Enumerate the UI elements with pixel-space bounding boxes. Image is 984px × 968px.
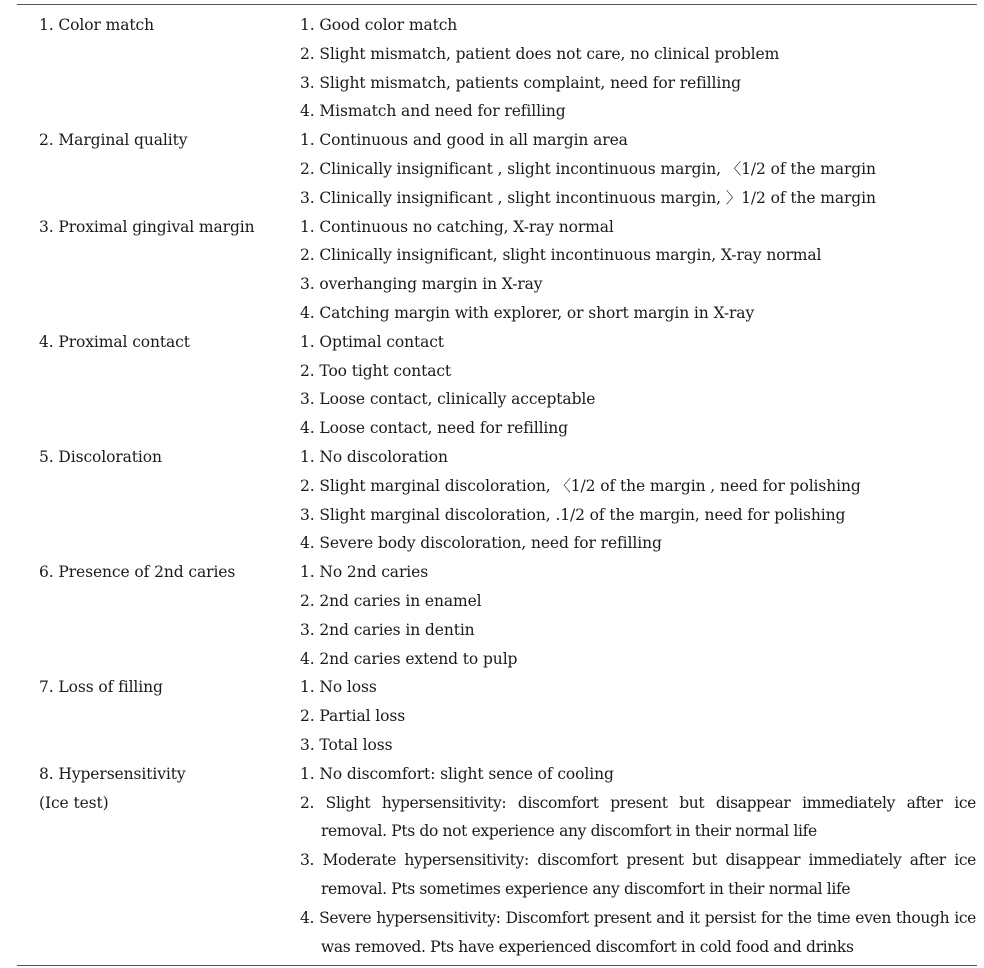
option-item: 1. No 2nd caries [300, 563, 429, 582]
criterion-label: 4. Proximal contact [39, 332, 190, 351]
option-item: 4. Mismatch and need for refilling [300, 102, 566, 121]
option-list [300, 673, 976, 759]
option-item: 1. Optimal contact [300, 332, 444, 351]
criterion-label: 1. Color match [39, 16, 154, 34]
option-item: 4. 2nd caries extend to pulp [300, 649, 518, 668]
option-item: 2. Clinically insignificant , slight incontinuous margin, 〈1/2 of the margin [300, 159, 876, 178]
option-item: 4. Catching margin with explorer, or short margin in X-ray [300, 303, 755, 322]
criterion-sublabel: (Ice test) [39, 793, 109, 812]
option-item: 4. Loose contact, need for refilling [300, 419, 568, 438]
criterion-secondary-caries [0, 558, 984, 673]
criterion-color-match [0, 11, 984, 126]
option-item: 1. No discomfort: slight sence of cooling [300, 764, 614, 783]
option-item: 2. Partial loss [300, 707, 406, 726]
criterion-label: 7. Loss of filling [39, 678, 163, 697]
criterion-label: 2. Marginal quality [39, 131, 188, 150]
option-item: 3. Slight marginal discoloration, .1/2 of the margin, need for polishing [300, 505, 846, 524]
option-item: 3. Moderate hypersensitivity: discomfort present but disappear immediately after ice removal. Pts sometimes experience any discomfort in their normal life [300, 851, 976, 898]
criterion-proximal-contact [0, 328, 984, 443]
option-item: 3. Total loss [300, 735, 393, 754]
option-item: 3. overhanging margin in X-ray [300, 275, 543, 294]
criterion-discoloration [0, 443, 984, 558]
option-list [300, 126, 976, 212]
option-item: 1. No loss [300, 678, 377, 697]
option-item: 2. 2nd caries in enamel [300, 591, 482, 610]
criterion-label: 8. Hypersensitivity [39, 764, 186, 783]
option-item: 1. Continuous and good in all margin area [300, 131, 628, 150]
criterion-label: 6. Presence of 2nd caries [39, 563, 236, 582]
option-item: 4. Severe body discoloration, need for refilling [300, 534, 662, 553]
option-item: 2. Slight marginal discoloration, 〈1/2 of the margin , need for polishing [300, 476, 861, 495]
option-list [300, 328, 976, 443]
option-list [300, 11, 976, 126]
option-item: 2. Slight mismatch, patient does not care, no clinical problem [300, 44, 780, 63]
option-item: 1. Good color match [300, 16, 458, 34]
option-item: 2. Too tight contact [300, 361, 452, 380]
option-list [300, 558, 976, 673]
criterion-label: 3. Proximal gingival margin [39, 217, 255, 236]
criterion-label-group [39, 760, 289, 818]
table-bottom-rule [17, 965, 977, 966]
option-item: 3. Slight mismatch, patients complaint, need for refilling [300, 73, 741, 92]
option-item: 2. Clinically insignificant, slight incontinuous margin, X-ray normal [300, 246, 822, 265]
table-body [0, 11, 984, 961]
criterion-label: 5. Discoloration [39, 447, 162, 466]
option-item: 3. Loose contact, clinically acceptable [300, 390, 596, 409]
criterion-loss-of-filling [0, 673, 984, 759]
option-item: 3. 2nd caries in dentin [300, 620, 475, 639]
option-item: 2. Slight hypersensitivity: discomfort present but disappear immediately after ice removal. Pts do not experience any discomfort in their normal life [300, 793, 976, 841]
table-top-rule [17, 4, 977, 5]
criterion-hypersensitivity [0, 760, 984, 962]
criterion-marginal-quality [0, 126, 984, 212]
option-item: 4. Severe hypersensitivity: Discomfort present and it persist for the time even though ice was removed. Pts have experienced discomfort in cold food and drinks [300, 908, 976, 956]
option-list [300, 213, 976, 328]
criterion-proximal-gingival-margin [0, 213, 984, 328]
option-item: 1. Continuous no catching, X-ray normal [300, 217, 614, 236]
option-list [300, 443, 976, 558]
option-list [300, 760, 976, 962]
option-item: 3. Clinically insignificant , slight incontinuous margin, 〉1/2 of the margin [300, 188, 876, 207]
option-item: 1. No discoloration [300, 447, 448, 466]
